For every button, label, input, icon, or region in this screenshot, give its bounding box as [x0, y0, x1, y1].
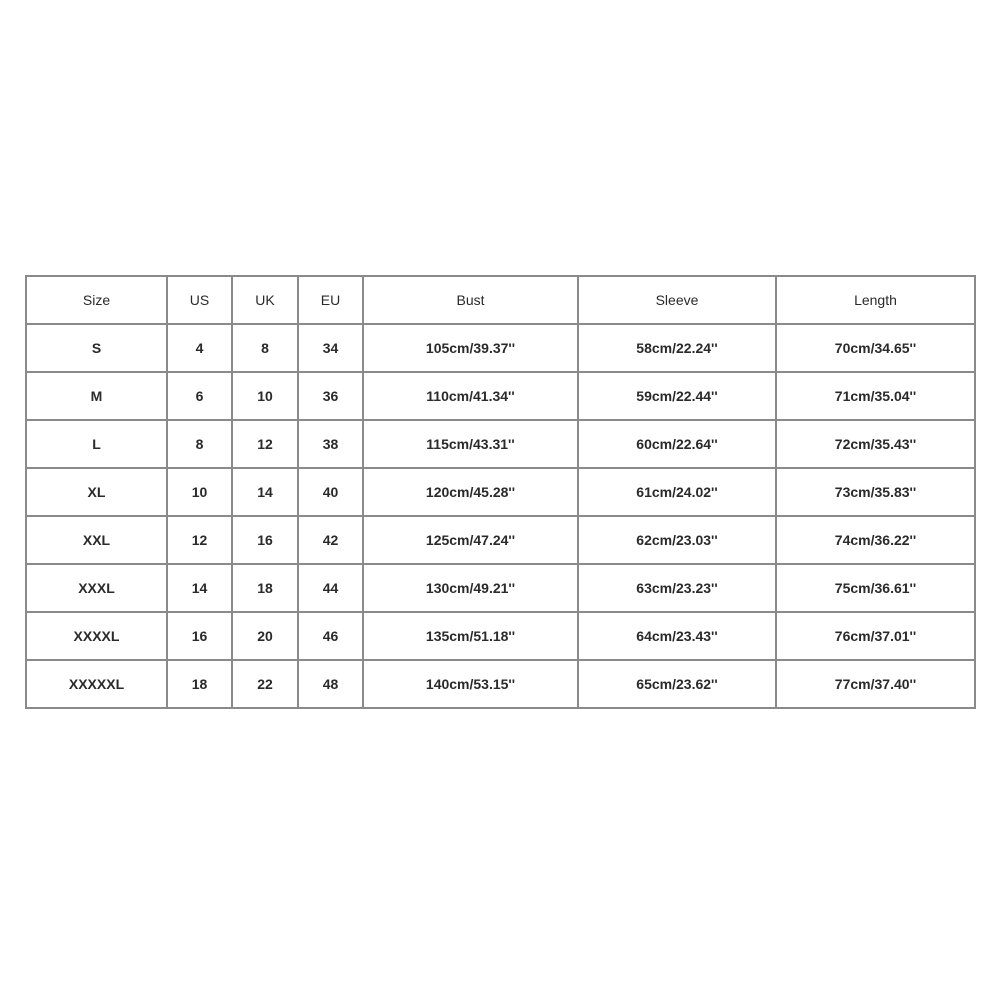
cell-bust: 120cm/45.28'' [363, 468, 578, 516]
cell-uk: 20 [232, 612, 298, 660]
cell-bust: 105cm/39.37'' [363, 324, 578, 372]
cell-uk: 12 [232, 420, 298, 468]
cell-uk: 8 [232, 324, 298, 372]
cell-size: S [26, 324, 167, 372]
cell-bust: 140cm/53.15'' [363, 660, 578, 708]
cell-size: XXXXL [26, 612, 167, 660]
header-size: Size [26, 276, 167, 324]
header-bust: Bust [363, 276, 578, 324]
table-row [26, 612, 975, 660]
cell-bust: 130cm/49.21'' [363, 564, 578, 612]
cell-sleeve: 62cm/23.03'' [578, 516, 776, 564]
cell-us: 10 [167, 468, 232, 516]
cell-us: 14 [167, 564, 232, 612]
cell-uk: 10 [232, 372, 298, 420]
cell-us: 16 [167, 612, 232, 660]
cell-sleeve: 63cm/23.23'' [578, 564, 776, 612]
cell-length: 77cm/37.40'' [776, 660, 975, 708]
table-row [26, 516, 975, 564]
cell-eu: 34 [298, 324, 363, 372]
header-row [26, 276, 975, 324]
cell-us: 6 [167, 372, 232, 420]
cell-eu: 44 [298, 564, 363, 612]
cell-sleeve: 64cm/23.43'' [578, 612, 776, 660]
cell-length: 71cm/35.04'' [776, 372, 975, 420]
cell-bust: 135cm/51.18'' [363, 612, 578, 660]
table-row [26, 660, 975, 708]
cell-size: XXL [26, 516, 167, 564]
cell-eu: 38 [298, 420, 363, 468]
table-body [26, 324, 975, 708]
cell-sleeve: 59cm/22.44'' [578, 372, 776, 420]
cell-eu: 42 [298, 516, 363, 564]
header-sleeve: Sleeve [578, 276, 776, 324]
cell-us: 18 [167, 660, 232, 708]
header-length: Length [776, 276, 975, 324]
table-row [26, 468, 975, 516]
cell-us: 12 [167, 516, 232, 564]
cell-eu: 36 [298, 372, 363, 420]
cell-bust: 115cm/43.31'' [363, 420, 578, 468]
cell-length: 76cm/37.01'' [776, 612, 975, 660]
size-chart-table [25, 275, 976, 709]
cell-us: 8 [167, 420, 232, 468]
cell-uk: 22 [232, 660, 298, 708]
cell-bust: 125cm/47.24'' [363, 516, 578, 564]
cell-size: XXXXXL [26, 660, 167, 708]
table-row [26, 372, 975, 420]
cell-bust: 110cm/41.34'' [363, 372, 578, 420]
table-row [26, 420, 975, 468]
cell-length: 70cm/34.65'' [776, 324, 975, 372]
cell-length: 72cm/35.43'' [776, 420, 975, 468]
cell-length: 73cm/35.83'' [776, 468, 975, 516]
cell-sleeve: 65cm/23.62'' [578, 660, 776, 708]
cell-eu: 46 [298, 612, 363, 660]
cell-uk: 14 [232, 468, 298, 516]
cell-uk: 16 [232, 516, 298, 564]
table-row [26, 564, 975, 612]
cell-length: 75cm/36.61'' [776, 564, 975, 612]
cell-eu: 48 [298, 660, 363, 708]
cell-size: XXXL [26, 564, 167, 612]
cell-uk: 18 [232, 564, 298, 612]
cell-sleeve: 58cm/22.24'' [578, 324, 776, 372]
cell-size: XL [26, 468, 167, 516]
cell-size: M [26, 372, 167, 420]
table-header [26, 276, 975, 324]
cell-length: 74cm/36.22'' [776, 516, 975, 564]
cell-sleeve: 61cm/24.02'' [578, 468, 776, 516]
header-eu: EU [298, 276, 363, 324]
cell-eu: 40 [298, 468, 363, 516]
header-uk: UK [232, 276, 298, 324]
table-row [26, 324, 975, 372]
header-us: US [167, 276, 232, 324]
cell-us: 4 [167, 324, 232, 372]
cell-size: L [26, 420, 167, 468]
cell-sleeve: 60cm/22.64'' [578, 420, 776, 468]
